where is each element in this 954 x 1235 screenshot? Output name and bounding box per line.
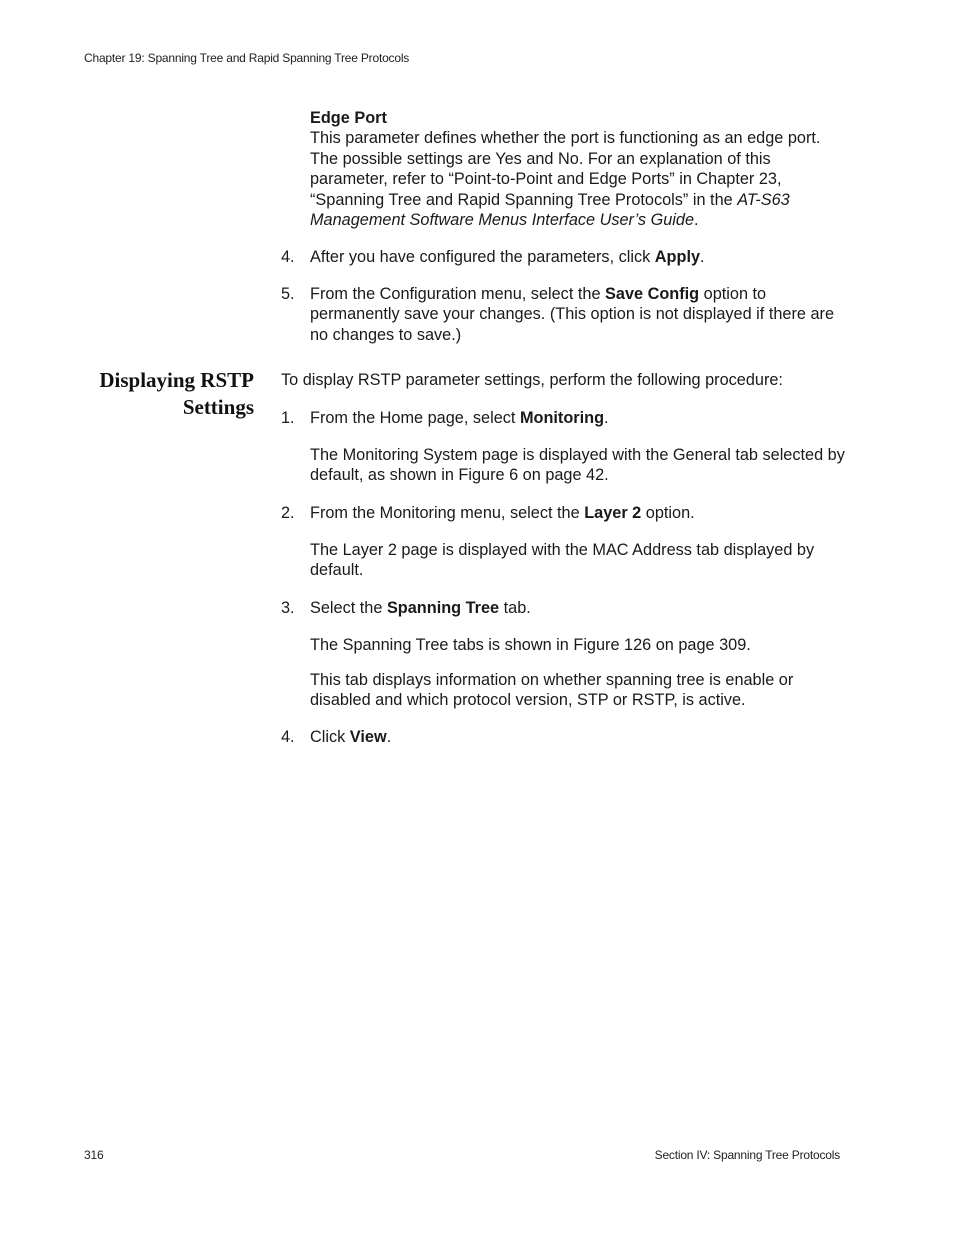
step-text: From the Home page, select: [310, 409, 520, 427]
step-text-end: option.: [641, 504, 695, 522]
view-label: View: [349, 728, 387, 746]
step-number: 2.: [281, 504, 295, 522]
note-step3a: The Spanning Tree tabs is shown in Figure 126 on page 309.: [310, 636, 751, 654]
spanning-tree-label: Spanning Tree: [386, 599, 500, 617]
section-heading-line2: Settings: [182, 395, 254, 419]
step-text: After you have configured the parameters, click: [310, 248, 655, 266]
display-step-spanning-tree: [310, 598, 845, 618]
page-number: 316: [84, 1148, 104, 1162]
section-intro: To display RSTP parameter settings, perform the following procedure:: [281, 371, 783, 389]
step-number: 4.: [281, 728, 295, 746]
edge-port-description-end: .: [694, 211, 699, 230]
step-number: 5.: [281, 285, 295, 303]
display-step-view: [310, 727, 845, 747]
step-text: Select the: [310, 599, 387, 617]
step-text-end: .: [700, 248, 705, 266]
step-text: From the Monitoring menu, select the: [310, 504, 585, 522]
step-text-end: .: [386, 728, 392, 746]
step-text: From the Configuration menu, select the: [310, 285, 606, 303]
step-number: 1.: [281, 409, 295, 427]
edge-port-title: Edge Port: [310, 109, 387, 127]
step-text-end: .: [604, 409, 609, 427]
guide-title: AT-S63 Management Software Menus Interface User’s Guide: [310, 190, 790, 230]
edge-port-description: This parameter defines whether the port is functioning as an edge port. The possible settings are Yes and No. For an explanation of this parameter, refer to “Point-to-Point and Edge Ports” in Chapter 23, “Spanning Tree and Rapid Spanning Tree Protocols” in the: [310, 129, 821, 209]
note-step1: The Monitoring System page is displayed with the General tab selected by default, as shown in Figure 6 on page 42.: [310, 446, 845, 485]
monitoring-label: Monitoring: [519, 409, 605, 427]
step-text-end: option to permanently save your changes. (This option is not displayed if there are no changes to save.): [310, 285, 834, 344]
step-number: 3.: [281, 599, 295, 617]
edge-port-block: [310, 108, 845, 230]
note-step2: The Layer 2 page is displayed with the MAC Address tab displayed by default.: [310, 541, 815, 580]
section-heading: [54, 367, 254, 421]
section-footer: Section IV: Spanning Tree Protocols: [654, 1148, 840, 1162]
save-config-label: Save Config: [605, 285, 700, 303]
display-step-monitoring: [310, 408, 845, 428]
section-heading-line1: Displaying RSTP: [99, 368, 254, 392]
config-step-save-config: [310, 284, 845, 345]
step-text: Click: [310, 728, 350, 746]
step-text-end: tab.: [499, 599, 531, 617]
layer2-label: Layer 2: [584, 504, 642, 522]
display-step-layer2: [310, 503, 845, 523]
note-step3b: This tab displays information on whether spanning tree is enable or disabled and which protocol version, STP or RSTP, is active.: [310, 671, 794, 710]
step-number: 4.: [281, 248, 295, 266]
running-header: Chapter 19: Spanning Tree and Rapid Spanning Tree Protocols: [84, 51, 410, 65]
apply-label: Apply: [654, 248, 701, 266]
config-step-apply: [310, 247, 845, 267]
